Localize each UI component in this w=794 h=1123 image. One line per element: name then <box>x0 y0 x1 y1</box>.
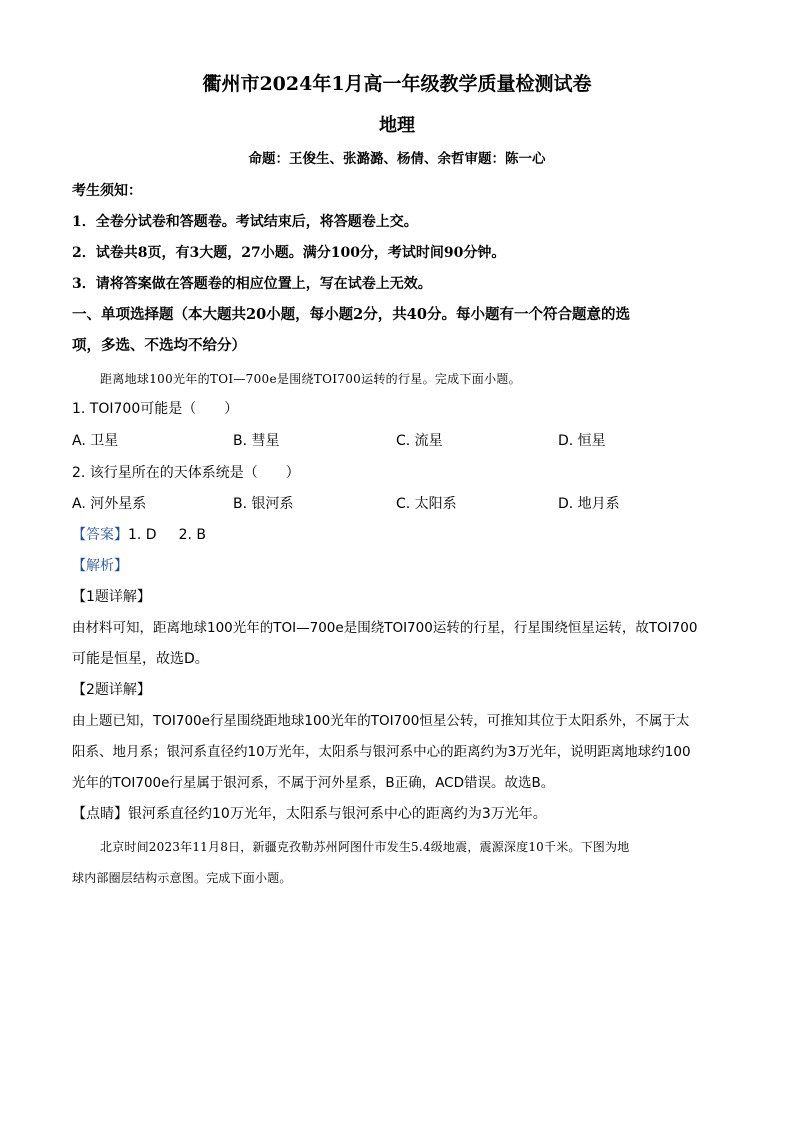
q2-option-a: A. 河外星系 <box>72 496 147 512</box>
exam-title: 衢州市2024年1月高一年级教学质量检测试卷 <box>202 73 592 95</box>
detail-1-line2: 可能是恒星，故选D。 <box>72 651 209 667</box>
answer-line <box>72 526 206 544</box>
notice-heading: 考生须知： <box>72 183 142 199</box>
analysis-tag: 【解析】 <box>72 558 128 574</box>
q1-option-a: A. 卫星 <box>72 433 119 449</box>
detail-1-tag: 【1题详解】 <box>72 589 151 605</box>
answer-tag: 【答案】 <box>72 527 128 543</box>
answer-1: 1. D <box>128 527 157 543</box>
detail-1-line1: 由材料可知，距离地球100光年的TOI—700e是围绕TOI700运转的行星，行星围绕恒星运转，故TOI700 <box>72 620 698 636</box>
detail-2-line2: 阳系、地月系；银河系直径约10万光年，太阳系与银河系中心的距离约为3万光年，说明距离地球约100 <box>72 744 691 760</box>
q1-option-b: B. 彗星 <box>233 433 280 449</box>
q1-option-c: C. 流星 <box>396 433 443 449</box>
material-2-line2: 球内部圈层结构示意图。完成下面小题。 <box>72 871 292 885</box>
q1-option-d: D. 恒星 <box>558 433 606 449</box>
section-heading-line1: 一、单项选择题（本大题共20小题，每小题2分，共40分。每小题有一个符合题意的选 <box>72 306 630 323</box>
detail-2-line1: 由上题已知，TOI700e行星围绕距地球100光年的TOI700恒星公转，可推知其位于太阳系外，不属于太 <box>72 713 690 729</box>
authors-line: 命题：王俊生、张潞潞、杨倩、余哲审题：陈一心 <box>248 151 546 167</box>
question-2-stem: 2. 该行星所在的天体系统是（ ） <box>72 465 300 481</box>
detail-2-tag: 【2题详解】 <box>72 682 151 698</box>
q2-option-b: B. 银河系 <box>233 496 294 512</box>
q2-option-d: D. 地月系 <box>558 496 620 512</box>
section-heading-line2: 项，多选、不选均不给分） <box>72 337 246 354</box>
key-point-tag: 【点睛】 <box>72 806 128 822</box>
subject-title: 地理 <box>379 115 415 136</box>
key-point-text: 银河系直径约10万光年，太阳系与银河系中心的距离约为3万光年。 <box>128 806 547 822</box>
answer-2: 2. B <box>178 527 207 543</box>
q2-option-c: C. 太阳系 <box>396 496 457 512</box>
detail-2-line3: 光年的TOI700e行星属于银河系，不属于河外星系，B正确，ACD错误。故选B。 <box>72 775 555 791</box>
material-2-line1: 北京时间2023年11月8日，新疆克孜勒苏州阿图什市发生5.4级地震，震源深度10千米。下图为地 <box>100 840 630 854</box>
key-point-line <box>72 805 547 823</box>
notice-item-2: 2．试卷共8页，有3大题，27小题。满分100分，考试时间90分钟。 <box>72 245 506 261</box>
notice-item-3: 3．请将答案做在答题卷的相应位置上，写在试卷上无效。 <box>72 276 432 292</box>
question-1-stem: 1. TOI700可能是（ ） <box>72 401 239 417</box>
material-1: 距离地球100光年的TOI—700e是围绕TOI700运转的行星。完成下面小题。 <box>100 372 521 386</box>
notice-item-1: 1．全卷分试卷和答题卷。考试结束后，将答题卷上交。 <box>72 214 418 230</box>
